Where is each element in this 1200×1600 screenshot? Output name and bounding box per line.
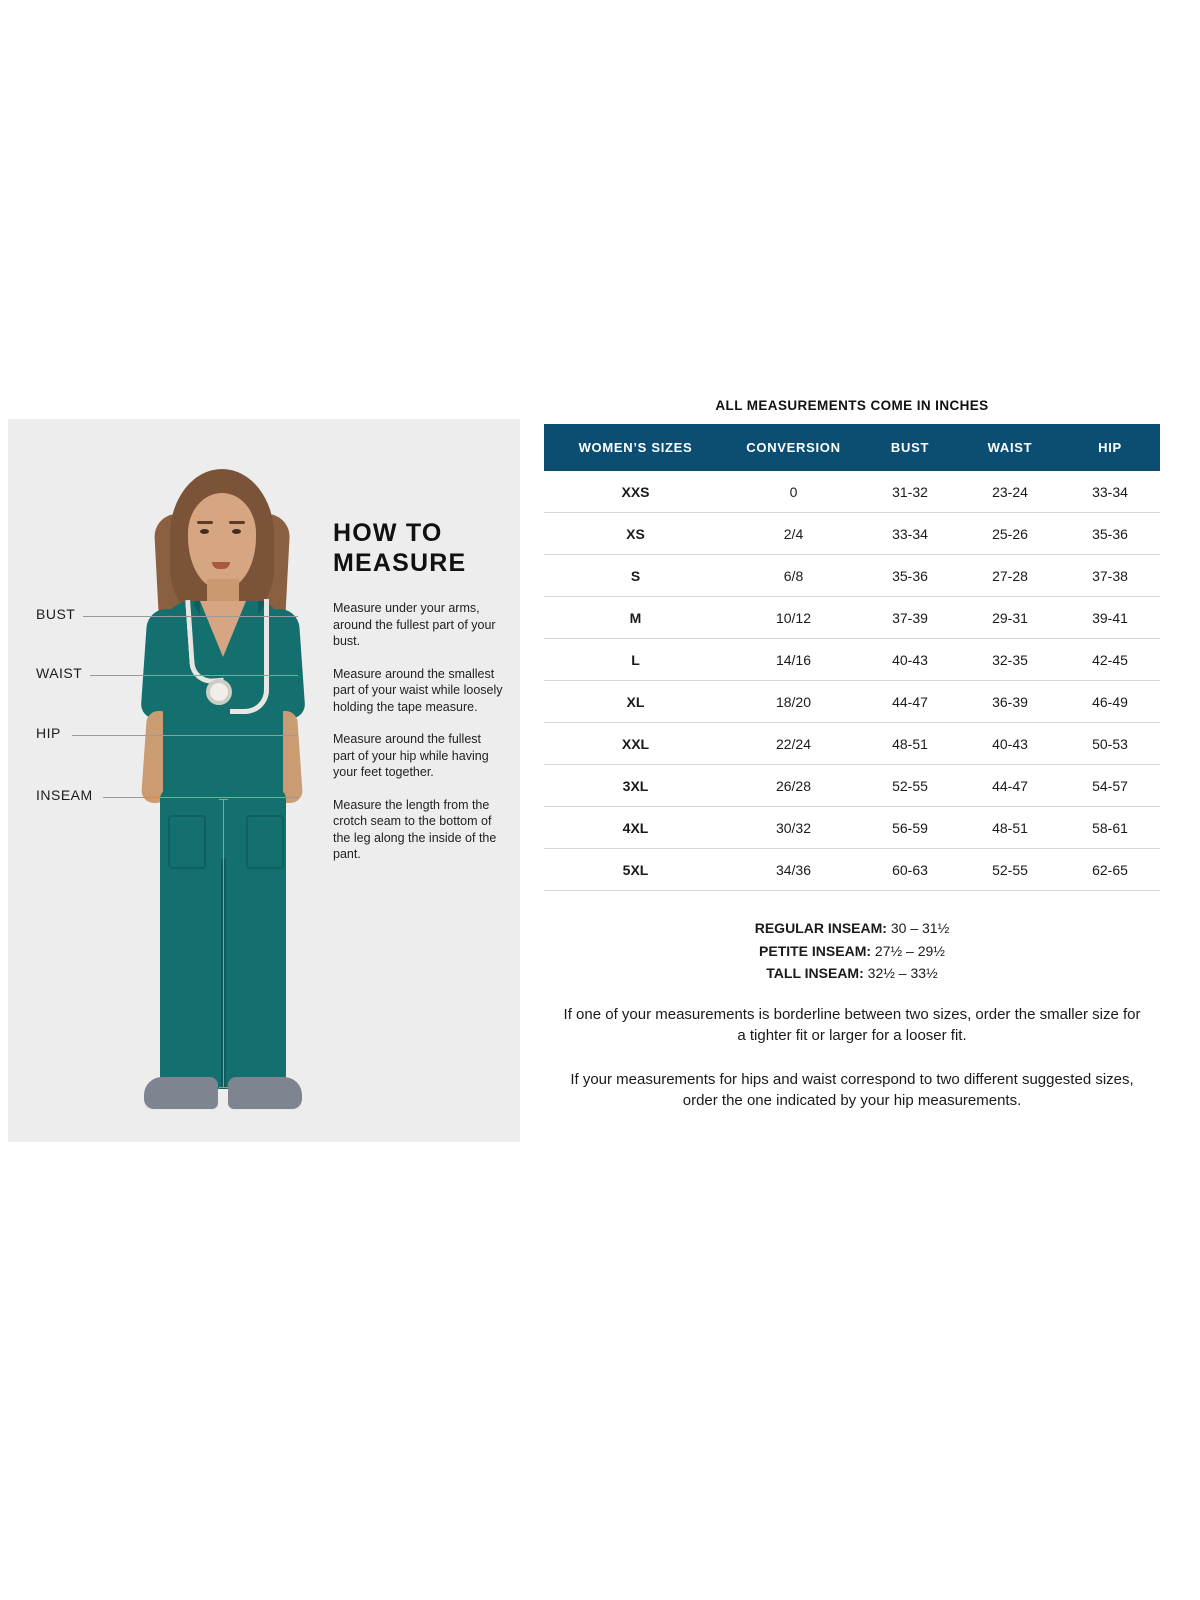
callout-label-bust: BUST (36, 606, 76, 622)
cell-hip: 62-65 (1060, 849, 1160, 891)
callout-line-waist (90, 675, 298, 676)
table-header-row (544, 424, 1160, 471)
how-to-measure-panel (8, 419, 520, 1142)
stethoscope-bell-icon (206, 679, 232, 705)
inseam-summary (544, 917, 1160, 985)
eye-right (232, 529, 241, 534)
instruction-inseam: Measure the length from the crotch seam to the bottom of the leg along the inside of the pant. (333, 797, 497, 861)
inseam-regular-value: 30 – 31½ (890, 920, 950, 936)
cell-hip: 50-53 (1060, 723, 1160, 765)
inseam-bottom-cap (219, 1087, 228, 1088)
cell-waist: 23-24 (960, 471, 1060, 513)
cell-conversion: 14/16 (727, 639, 860, 681)
callout-label-waist: WAIST (36, 665, 83, 681)
inseam-tall-value: 32½ – 33½ (867, 965, 938, 982)
table-row (544, 807, 1160, 849)
cell-size: S (544, 555, 727, 597)
cell-hip: 39-41 (1060, 597, 1160, 639)
table-row (544, 639, 1160, 681)
cell-bust: 52-55 (860, 765, 960, 807)
instruction-bust: Measure under your arms, around the fullest part of your bust. (333, 601, 496, 648)
cell-size: M (544, 597, 727, 639)
cell-hip: 35-36 (1060, 513, 1160, 555)
table-row (544, 471, 1160, 513)
cell-hip: 37-38 (1060, 555, 1160, 597)
cell-hip: 46-49 (1060, 681, 1160, 723)
inseam-vertical-line (223, 799, 224, 1087)
cell-hip: 42-45 (1060, 639, 1160, 681)
cell-bust: 60-63 (860, 849, 960, 891)
instruction-hip: Measure around the fullest part of your hip while having your feet together. (333, 732, 489, 779)
pants-pocket-right (246, 815, 284, 869)
size-chart-table (544, 424, 1160, 891)
table-row (544, 681, 1160, 723)
cell-conversion: 6/8 (727, 555, 860, 597)
cell-size: XL (544, 681, 727, 723)
cell-waist: 32-35 (960, 639, 1060, 681)
cell-bust: 44-47 (860, 681, 960, 723)
table-row (544, 513, 1160, 555)
page-title-line1: HOW TO (333, 519, 443, 547)
column-header-sizes: WOMEN’S SIZES (544, 424, 727, 471)
sizing-note-hip-priority: If your measurements for hips and waist correspond to two different suggested sizes, order the one indicated by your hip measurements. (570, 1071, 1134, 1110)
callout-label-hip: HIP (36, 725, 61, 741)
cell-size: L (544, 639, 727, 681)
sizing-note-borderline: If one of your measurements is borderline between two sizes, order the smaller size for a tighter fit or larger for a looser fit. (563, 1006, 1141, 1044)
column-header-conversion: CONVERSION (727, 424, 860, 471)
table-row (544, 597, 1160, 639)
eyebrow-left (197, 521, 213, 524)
cell-size: 5XL (544, 849, 727, 891)
table-row (544, 765, 1160, 807)
cell-size: 3XL (544, 765, 727, 807)
table-row (544, 723, 1160, 765)
cell-bust: 40-43 (860, 639, 960, 681)
cell-waist: 52-55 (960, 849, 1060, 891)
cell-conversion: 2/4 (727, 513, 860, 555)
inseam-tall-label: TALL INSEAM: (766, 965, 864, 982)
face (188, 493, 256, 589)
inseam-tall (544, 962, 1160, 985)
cell-bust: 31-32 (860, 471, 960, 513)
cell-conversion: 26/28 (727, 765, 860, 807)
cell-waist: 48-51 (960, 807, 1060, 849)
cell-waist: 27-28 (960, 555, 1060, 597)
cell-size: 4XL (544, 807, 727, 849)
eyebrow-right (229, 521, 245, 524)
chart-title: ALL MEASUREMENTS COME IN INCHES (715, 398, 989, 413)
column-header-hip: HIP (1060, 424, 1160, 471)
cell-conversion: 18/20 (727, 681, 860, 723)
cell-waist: 25-26 (960, 513, 1060, 555)
table-row (544, 849, 1160, 891)
callout-line-bust (83, 616, 298, 617)
cell-conversion: 10/12 (727, 597, 860, 639)
cell-waist: 29-31 (960, 597, 1060, 639)
cell-hip: 58-61 (1060, 807, 1160, 849)
page-title (333, 519, 513, 578)
cell-waist: 36-39 (960, 681, 1060, 723)
pants-pocket-left (168, 815, 206, 869)
cell-waist: 44-47 (960, 765, 1060, 807)
instruction-waist: Measure around the smallest part of your waist while loosely holding the tape measure. (333, 666, 503, 714)
callout-line-hip (72, 735, 298, 736)
eye-left (200, 529, 209, 534)
cell-bust: 56-59 (860, 807, 960, 849)
inseam-petite (544, 940, 1160, 963)
inseam-petite-label: PETITE INSEAM: (759, 942, 872, 959)
page-title-line2: MEASURE (333, 548, 467, 577)
callout-line-inseam (103, 797, 298, 798)
column-header-waist: WAIST (960, 424, 1060, 471)
cell-bust: 35-36 (860, 555, 960, 597)
cell-hip: 54-57 (1060, 765, 1160, 807)
cell-conversion: 34/36 (727, 849, 860, 891)
cell-bust: 48-51 (860, 723, 960, 765)
cell-conversion: 30/32 (727, 807, 860, 849)
cell-bust: 33-34 (860, 513, 960, 555)
size-chart-panel (544, 398, 1160, 1112)
inseam-top-cap (219, 799, 228, 800)
cell-size: XS (544, 513, 727, 555)
cell-size: XXL (544, 723, 727, 765)
cell-size: XXS (544, 471, 727, 513)
cell-conversion: 0 (727, 471, 860, 513)
inseam-regular-label: REGULAR INSEAM: (754, 920, 887, 936)
cell-conversion: 22/24 (727, 723, 860, 765)
inseam-petite-value: 27½ – 29½ (874, 942, 945, 959)
cell-bust: 37-39 (860, 597, 960, 639)
cell-waist: 40-43 (960, 723, 1060, 765)
shoe-left (144, 1077, 218, 1109)
callout-label-inseam: INSEAM (36, 787, 93, 803)
shoe-right (228, 1077, 302, 1109)
how-to-measure-text (333, 519, 513, 879)
cell-hip: 33-34 (1060, 471, 1160, 513)
inseam-regular (544, 917, 1160, 940)
column-header-bust: BUST (860, 424, 960, 471)
table-row (544, 555, 1160, 597)
